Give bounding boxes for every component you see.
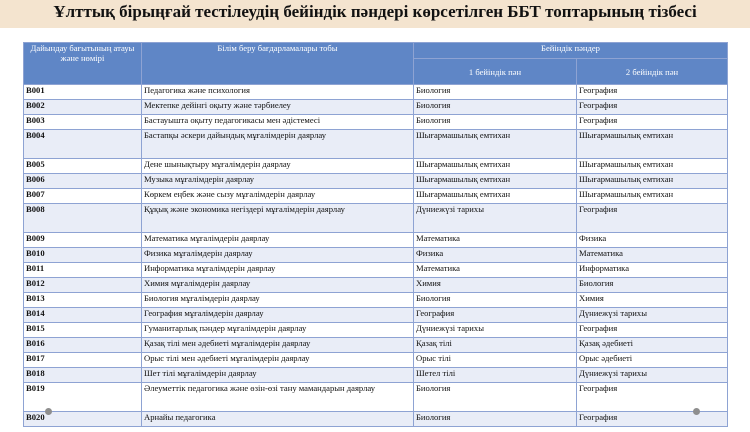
row-subject-1: Физика [414, 248, 577, 263]
row-subject-2: География [577, 85, 728, 100]
row-program-name: Мектепке дейінгі оқыту және тәрбиелеу [142, 100, 414, 115]
row-code: B001 [24, 85, 142, 100]
row-program-name: Көркем еңбек және сызу мұғалімдерін даярлау [142, 189, 414, 204]
table-row [24, 308, 728, 323]
row-program-name: Информатика мұғалімдерін даярлау [142, 263, 414, 278]
slide-dot-right [693, 408, 700, 415]
row-subject-2: Биология [577, 278, 728, 293]
row-program-name: Биология мұғалімдерін даярлау [142, 293, 414, 308]
table-row [24, 115, 728, 130]
row-subject-1: Қазақ тілі [414, 338, 577, 353]
row-subject-1: Орыс тілі [414, 353, 577, 368]
row-code: B016 [24, 338, 142, 353]
table-row [24, 383, 728, 412]
table-row [24, 353, 728, 368]
row-subject-1: Математика [414, 263, 577, 278]
row-subject-1: Дүниежүзі тарихы [414, 204, 577, 233]
table-row [24, 174, 728, 189]
row-program-name: Арнайы педагогика [142, 412, 414, 427]
row-subject-2: Физика [577, 233, 728, 248]
table-row [24, 368, 728, 383]
row-code: B006 [24, 174, 142, 189]
header-subject-1: 1 бейіндік пән [414, 59, 577, 85]
header-profile: Бейіндік пәндер [414, 43, 728, 59]
row-subject-1: Шығармашылық емтихан [414, 130, 577, 159]
table-row [24, 338, 728, 353]
row-subject-2: География [577, 412, 728, 427]
row-code: B009 [24, 233, 142, 248]
row-subject-1: Шетел тілі [414, 368, 577, 383]
table-row [24, 100, 728, 115]
row-program-name: Қазақ тілі мен әдебиеті мұғалімдерін даярлау [142, 338, 414, 353]
row-subject-2: География [577, 115, 728, 130]
row-subject-1: Биология [414, 383, 577, 412]
page-title: Ұлттық бірыңғай тестілеудің бейіндік пәндері көрсетілген ББТ топтарының тізбесі [53, 2, 697, 21]
row-program-name: Химия мұғалімдерін даярлау [142, 278, 414, 293]
row-code: B013 [24, 293, 142, 308]
row-subject-1: Дүниежүзі тарихы [414, 323, 577, 338]
row-subject-1: Химия [414, 278, 577, 293]
row-subject-2: Дүниежүзі тарихы [577, 308, 728, 323]
row-program-name: Бастауышта оқыту педагогикасы мен әдістемесі [142, 115, 414, 130]
row-code: B018 [24, 368, 142, 383]
row-subject-1: Биология [414, 412, 577, 427]
row-program-name: Музыка мұғалімдерін даярлау [142, 174, 414, 189]
row-program-name: Бастапқы әскери дайындық мұғалімдерін даярлау [142, 130, 414, 159]
row-program-name: Физика мұғалімдерін даярлау [142, 248, 414, 263]
row-subject-1: Биология [414, 100, 577, 115]
table-row [24, 130, 728, 159]
table-row [24, 233, 728, 248]
row-subject-2: Математика [577, 248, 728, 263]
row-subject-2: География [577, 323, 728, 338]
row-subject-1: Математика [414, 233, 577, 248]
row-subject-1: Шығармашылық емтихан [414, 189, 577, 204]
row-code: B008 [24, 204, 142, 233]
row-subject-2: География [577, 204, 728, 233]
row-program-name: Педагогика және психология [142, 85, 414, 100]
row-subject-1: Шығармашылық емтихан [414, 159, 577, 174]
row-subject-2: Шығармашылық емтихан [577, 130, 728, 159]
row-program-name: Әлеуметтік педагогика және өзін-өзі тану мамандарын даярлау [142, 383, 414, 412]
table-row [24, 263, 728, 278]
row-program-name: Дене шынықтыру мұғалімдерін даярлау [142, 159, 414, 174]
row-subject-2: Химия [577, 293, 728, 308]
row-code: B002 [24, 100, 142, 115]
row-code: B004 [24, 130, 142, 159]
table-row [24, 323, 728, 338]
row-subject-2: Шығармашылық емтихан [577, 174, 728, 189]
row-program-name: Математика мұғалімдерін даярлау [142, 233, 414, 248]
table-row [24, 159, 728, 174]
row-subject-1: Шығармашылық емтихан [414, 174, 577, 189]
profile-subjects-table [23, 42, 728, 427]
table-row [24, 278, 728, 293]
table-row [24, 412, 728, 427]
table-row [24, 189, 728, 204]
row-program-name: Гуманитарлық пәндер мұғалімдерін даярлау [142, 323, 414, 338]
row-subject-2: Орыс әдебиеті [577, 353, 728, 368]
row-subject-2: География [577, 383, 728, 412]
row-subject-1: Биология [414, 293, 577, 308]
table-row [24, 85, 728, 100]
row-subject-2: Дүниежүзі тарихы [577, 368, 728, 383]
row-subject-1: География [414, 308, 577, 323]
header-program: Білім беру бағдарламалары тобы [142, 43, 414, 85]
row-code: B007 [24, 189, 142, 204]
row-code: B017 [24, 353, 142, 368]
row-subject-2: Информатика [577, 263, 728, 278]
row-subject-2: Шығармашылық емтихан [577, 189, 728, 204]
table-row [24, 293, 728, 308]
row-program-name: Құқық және экономика негіздері мұғалімдерін даярлау [142, 204, 414, 233]
row-code: B011 [24, 263, 142, 278]
row-subject-2: Қазақ әдебиеті [577, 338, 728, 353]
slide-dot-left [45, 408, 52, 415]
row-subject-2: География [577, 100, 728, 115]
row-code: B019 [24, 383, 142, 412]
row-code: B014 [24, 308, 142, 323]
table-row [24, 204, 728, 233]
row-code: B020 [24, 412, 142, 427]
row-program-name: Шет тілі мұғалімдерін даярлау [142, 368, 414, 383]
row-code: B015 [24, 323, 142, 338]
row-code: B003 [24, 115, 142, 130]
row-code: B005 [24, 159, 142, 174]
row-program-name: Орыс тілі мен әдебиеті мұғалімдерін даярлау [142, 353, 414, 368]
table-row [24, 248, 728, 263]
row-subject-1: Биология [414, 115, 577, 130]
row-program-name: География мұғалімдерін даярлау [142, 308, 414, 323]
header-subject-2: 2 бейіндік пән [577, 59, 728, 85]
row-subject-1: Биология [414, 85, 577, 100]
header-code: Дайындау бағытының атауы және нөмірі [24, 43, 142, 85]
row-code: B010 [24, 248, 142, 263]
row-subject-2: Шығармашылық емтихан [577, 159, 728, 174]
row-code: B012 [24, 278, 142, 293]
